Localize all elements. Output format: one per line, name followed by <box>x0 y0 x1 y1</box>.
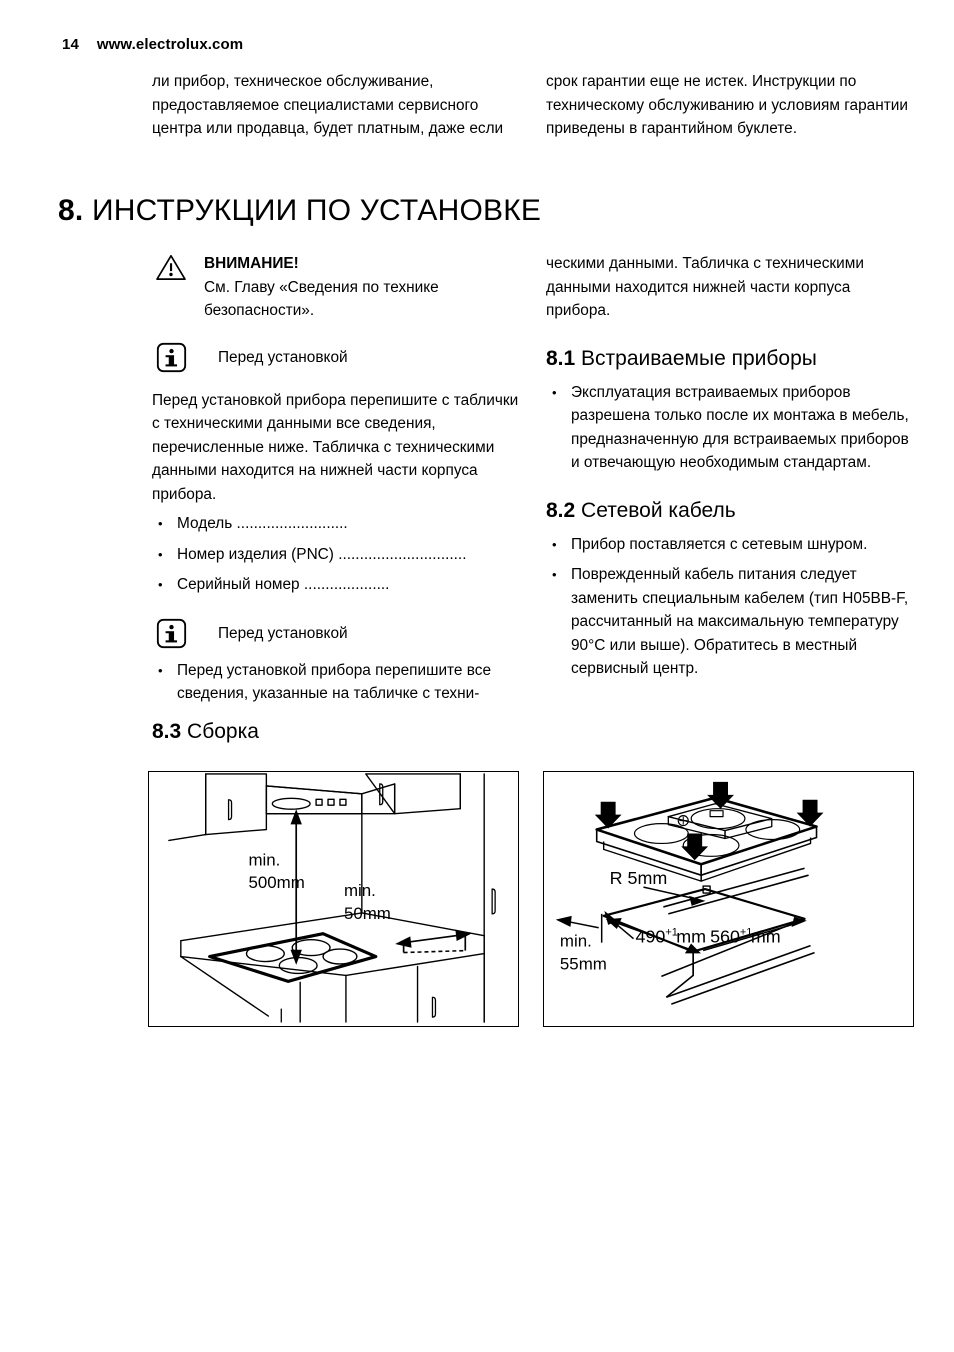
label-radius: R 5mm <box>609 868 668 889</box>
nameplate-fields-list <box>152 512 520 597</box>
list-item: • Серийный номер .................... <box>152 573 520 597</box>
info-notice-1 <box>152 341 520 375</box>
label-width-superscript: +1 <box>665 926 678 939</box>
list-item: • Перед установкой прибора перепишите все сведения, указанные на табличке с техни- <box>152 659 520 706</box>
builtin-appliances-list <box>546 381 914 475</box>
assembly-figures <box>148 771 914 1027</box>
list-item: • Прибор поставляется с сетевым шнуром. <box>546 533 914 557</box>
top-left-paragraph: ли прибор, техническое обслуживание, предоставляемое специалистами сервисного центра или продавца, будет платным, даже если <box>152 73 504 137</box>
warning-title: ВНИМАНИЕ! <box>204 255 299 272</box>
right-column-continuation: ческими данными. Табличка с техническими данными находится нижней части корпуса прибора. <box>546 255 864 319</box>
subsection-number-8-1: 8.1 <box>546 346 576 370</box>
subsection-number-8-3: 8.3 <box>152 720 182 743</box>
label-min-55mm-line1: min. <box>559 931 592 951</box>
label-width-unit: mm <box>676 926 707 947</box>
subsection-heading-8-2 <box>546 497 914 525</box>
hob-cutout-dimensions-diagram <box>543 771 914 1027</box>
body-column-right <box>546 252 914 713</box>
website-url: www.electrolux.com <box>96 36 244 53</box>
label-min-50mm-line1: min. <box>343 881 376 901</box>
page-number: 14 <box>62 36 79 53</box>
subsection-number-8-2: 8.2 <box>546 498 576 522</box>
info-notice-2-text: Перед установкой <box>218 624 348 642</box>
page-header <box>62 36 243 53</box>
body-columns <box>152 252 914 713</box>
label-depth-superscript: +1 <box>739 926 753 939</box>
section-title-text: ИНСТРУКЦИИ ПО УСТАНОВКЕ <box>91 194 542 227</box>
warning-body: См. Главу «Сведения по технике безопасности». <box>204 278 439 319</box>
warning-notice-text <box>204 252 520 323</box>
section-number: 8. <box>58 194 84 227</box>
top-column-right <box>546 70 914 141</box>
label-min-500mm-line1: min. <box>248 850 281 870</box>
left-column-paragraph: Перед установкой прибора перепишите с таблички с техническими данными все сведения, перечисленные ниже. Табличка с техническими данными находится на нижней части корпуса прибора. <box>152 391 519 503</box>
before-installation-list <box>152 659 520 706</box>
list-item: • Эксплуатация встраиваемых приборов разрешена только после их монтажа в мебель, предназначенную для встраиваемых приборов и отвечающую необходимым стандартам. <box>546 381 914 475</box>
subsection-title-8-2: Сетевой кабель <box>581 498 736 522</box>
top-right-paragraph: срок гарантии еще не истек. Инструкции по техническому обслуживанию и условиям гарантии приведены в гарантийном буклете. <box>546 73 908 137</box>
information-icon <box>152 341 190 375</box>
label-width-value: 490 <box>635 926 666 947</box>
info-notice-1-text: Перед установкой <box>218 348 348 366</box>
information-icon <box>152 617 190 651</box>
list-item: • Модель .......................... <box>152 512 520 536</box>
mains-cable-list <box>546 533 914 681</box>
info-notice-2 <box>152 617 520 651</box>
label-min-55mm-line2: 55mm <box>559 954 607 974</box>
top-column-left <box>152 70 520 141</box>
list-item: • Номер изделия (PNC) .............................. <box>152 543 520 567</box>
list-item: • Поврежденный кабель питания следует заменить специальным кабелем (тип H05BB-F, рассчитанный на максимальную температуру 90°C или выше). Обратитесь в местный сервисный центр. <box>546 563 914 681</box>
subsection-title-8-1: Встраиваемые приборы <box>581 346 817 370</box>
section-heading <box>58 193 541 229</box>
top-continuation-columns <box>152 70 914 141</box>
body-column-left <box>152 252 520 713</box>
subsection-title-8-3: Сборка <box>187 720 259 743</box>
label-min-500mm-line2: 500mm <box>248 873 305 893</box>
label-depth-560 <box>710 927 781 947</box>
warning-triangle-icon <box>152 252 190 286</box>
subsection-heading-8-3 <box>152 718 259 746</box>
subsection-heading-8-1 <box>546 345 914 373</box>
label-min-50mm-line2: 50mm <box>343 903 391 923</box>
warning-notice <box>152 252 520 323</box>
label-depth-unit: mm <box>750 926 781 947</box>
kitchen-hood-clearance-diagram <box>148 771 519 1027</box>
label-depth-value: 560 <box>710 926 740 947</box>
